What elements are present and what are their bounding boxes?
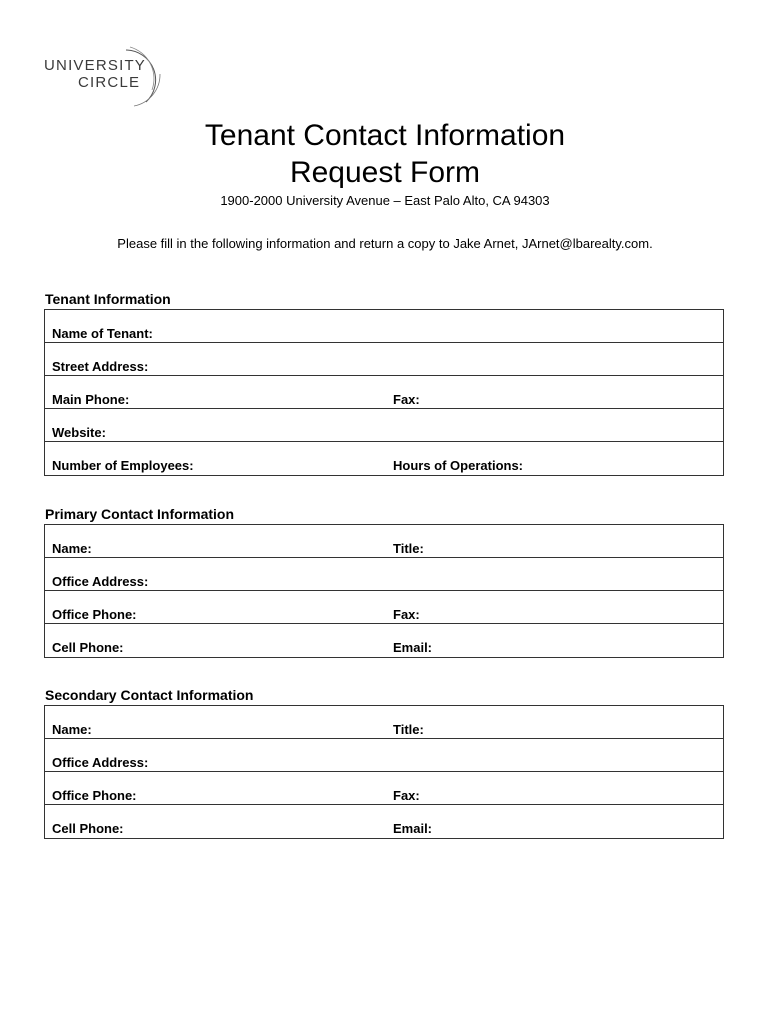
employees-row[interactable] — [45, 442, 723, 475]
secondary-cell-phone-row[interactable] — [45, 805, 723, 838]
tenant-fax-label: Fax: — [393, 392, 420, 407]
tenant-section-heading: Tenant Information — [45, 291, 171, 307]
primary-office-address-row[interactable] — [45, 558, 723, 591]
form-instructions: Please fill in the following information and return a copy to Jake Arnet, JArnet@lbarealty.com. — [117, 236, 653, 251]
street-address-row[interactable] — [45, 343, 723, 376]
primary-name-label: Name: — [52, 541, 92, 556]
logo-text-circle: CIRCLE — [78, 74, 141, 91]
primary-office-phone-label: Office Phone: — [52, 607, 137, 622]
primary-email-label: Email: — [393, 640, 433, 655]
secondary-office-phone-label: Office Phone: — [52, 788, 137, 803]
tenant-info-table — [44, 309, 724, 476]
secondary-office-address-row[interactable] — [45, 739, 723, 772]
page-title-line2: Request Form — [289, 156, 481, 189]
logo-text-university: UNIVERSITY — [44, 57, 147, 74]
primary-name-row[interactable] — [45, 525, 723, 558]
primary-section-heading: Primary Contact Information — [45, 506, 235, 522]
primary-contact-table — [44, 524, 724, 658]
tenant-name-row[interactable] — [45, 310, 723, 343]
employees-label: Number of Employees: — [52, 458, 194, 473]
secondary-name-label: Name: — [52, 722, 92, 737]
hours-label: Hours of Operations: — [393, 458, 524, 473]
primary-cell-phone-label: Cell Phone: — [52, 640, 124, 655]
property-address: 1900-2000 University Avenue – East Palo Alto, CA 94303 — [220, 193, 550, 208]
tenant-name-label: Name of Tenant: — [52, 326, 153, 341]
secondary-title-label: Title: — [393, 722, 424, 737]
main-phone-label: Main Phone: — [52, 392, 130, 407]
primary-cell-phone-row[interactable] — [45, 624, 723, 657]
university-circle-logo — [42, 44, 172, 108]
secondary-contact-table — [44, 705, 724, 839]
secondary-email-label: Email: — [393, 821, 433, 836]
page-title-line1: Tenant Contact Information — [204, 119, 566, 152]
primary-office-phone-row[interactable] — [45, 591, 723, 624]
secondary-fax-label: Fax: — [393, 788, 420, 803]
website-row[interactable] — [45, 409, 723, 442]
main-phone-row[interactable] — [45, 376, 723, 409]
primary-title-label: Title: — [393, 541, 424, 556]
primary-office-address-label: Office Address: — [52, 574, 149, 589]
street-address-label: Street Address: — [52, 359, 149, 374]
secondary-cell-phone-label: Cell Phone: — [52, 821, 124, 836]
secondary-office-address-label: Office Address: — [52, 755, 149, 770]
secondary-office-phone-row[interactable] — [45, 772, 723, 805]
secondary-name-row[interactable] — [45, 706, 723, 739]
website-label: Website: — [52, 425, 106, 440]
primary-fax-label: Fax: — [393, 607, 420, 622]
secondary-section-heading: Secondary Contact Information — [45, 687, 254, 703]
